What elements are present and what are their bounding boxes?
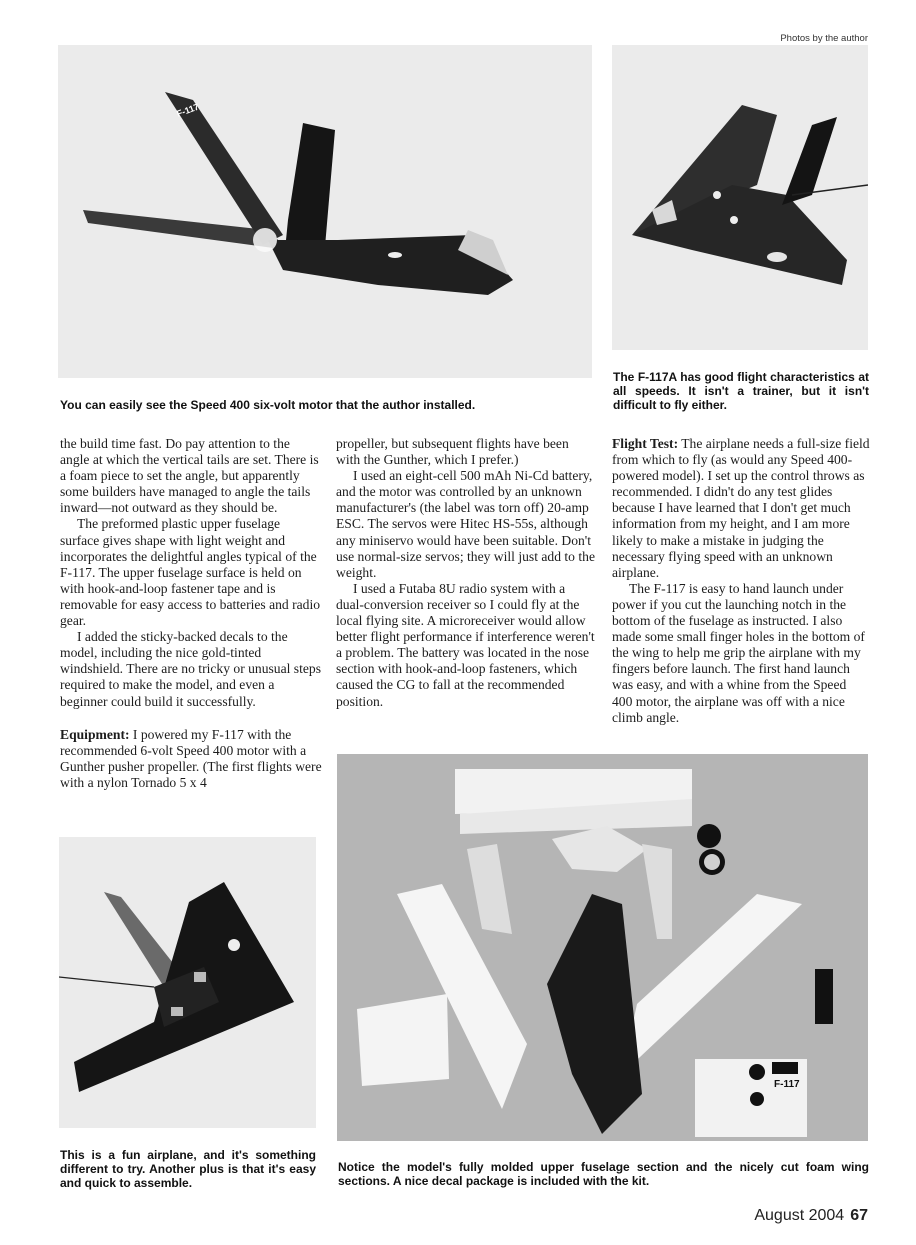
page-footer: [754, 1207, 868, 1225]
photo-flight-underside: [612, 45, 868, 350]
caption-bottom-right: Notice the model's fully molded upper fuselage section and the nicely cut foam wing sections. A nice decal package is included with the kit.: [338, 1160, 869, 1188]
caption-top-right: The F-117A has good flight characteristics at all speeds. It isn't a trainer, but it isn't difficult to fly either.: [613, 370, 869, 412]
airplane-image: [59, 837, 316, 1128]
paragraph: I used a Futaba 8U radio system with a dual-conversion receiver so I could fly at the local flying site. A microreceiver would allow better flight performance if interference weren't a problem. The battery was located in the nose section with hook-and-loop fasteners, which caused the CG to fall at the recommended position.: [336, 580, 595, 709]
paragraph: The F-117 is easy to hand launch under power if you cut the launching notch in the bottom of the fuselage as instructed. I also made some small finger holes in the bottom of the wing to help me grip the airplane with my fingers before launch. The first hand launch was easy, and with a whine from the Speed 400 motor, the airplane was off with a nice climb angle.: [612, 580, 865, 725]
photo-flight-rear-view: [58, 45, 592, 378]
section-head-equipment: Equipment:: [60, 726, 130, 742]
section-head-flight-test: Flight Test:: [612, 436, 679, 451]
photo-kit-contents: [337, 754, 868, 1141]
airplane-image: [612, 45, 868, 350]
paragraph: I used an eight-cell 500 mAh Ni-Cd battery, and the motor was controlled by an unknown manufacturer's (the label was torn off) 20-amp ESC. The servos were Hitec HS-55s, although any miniservo would have been suitable. Don't use normal-size servos; they will just add to the weight.: [336, 468, 595, 580]
paragraph: propeller, but subsequent flights have been with the Gunther, which I prefer.): [336, 436, 569, 468]
paragraph: The preformed plastic upper fuselage surface gives shape with light weight and incorporates the delightful angles typical of the F-117. The upper fuselage surface is held on with hook-and-loop fastener tape and is removable for easy access to batteries and radio gear.: [60, 516, 321, 629]
paragraph-equipment: Equipment: I powered my F-117 with the recommended 6-volt Speed 400 motor with a Gunther pusher propeller. (The first flights were with a nylon Tornado 5 x 4: [60, 726, 322, 790]
issue-date: August 2004: [754, 1207, 845, 1224]
paragraph: the build time fast. Do pay attention to the angle at which the vertical tails are set. There is a foam piece to set the angle, but apparently some builders have managed to angle the tails inward—not outward as they should be.: [60, 436, 319, 516]
airplane-image: [58, 45, 592, 378]
photo-flight-side-view: [59, 837, 316, 1128]
paragraph: I added the sticky-backed decals to the model, including the nice gold-tinted windshield. There are no tricky or unusual steps required to make the model, and even a beginner could build it successfully.: [60, 629, 321, 709]
caption-top-left: You can easily see the Speed 400 six-volt motor that the author installed.: [60, 398, 476, 412]
kit-image: [337, 754, 868, 1141]
decal-text: F-117: [774, 1079, 800, 1090]
article-column-2: [336, 436, 596, 710]
page-number: 67: [850, 1207, 868, 1224]
tail-marking: F-117: [175, 101, 201, 119]
photo-credit: Photos by the author: [780, 33, 868, 44]
article-column-1: [60, 436, 322, 791]
paragraph-flight-test: Flight Test: The airplane needs a full-size field from which to fly (as would any Speed 400-powered model). I set up the control throws as recommended. I didn't do any test glides because I have learned that I don't get much information from my height, and I am more likely to make a mistake in judging the necessary flying speed with an unknown airplane.: [612, 436, 870, 580]
article-column-3: [612, 436, 870, 726]
caption-bottom-left: This is a fun airplane, and it's something different to try. Another plus is that it's easy and quick to assemble.: [60, 1148, 316, 1190]
